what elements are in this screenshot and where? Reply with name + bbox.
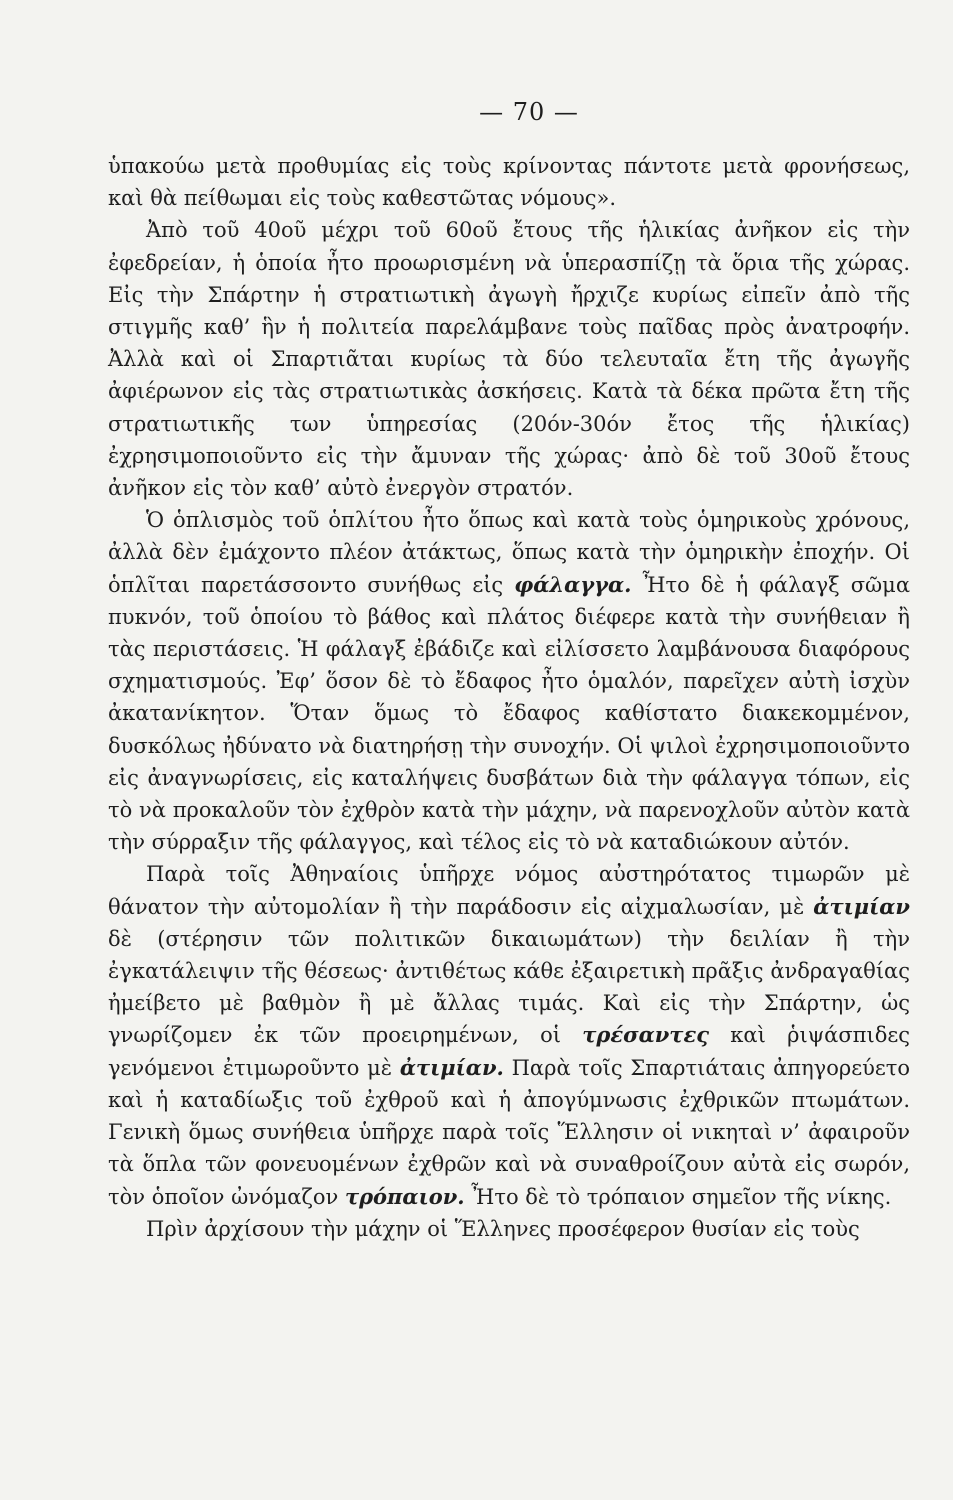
paragraph-phalanx [108,504,910,858]
text-span: δὲ (στέρησιν τῶν πολιτικῶν δικαιωμάτων) τὴν δειλίαν ἢ τὴν ἐγκατάλειψιν τῆς θέσεως· ἀντιθέτως κάθε ἐξαιρετικὴ πρᾶξις ἀνδραγαθίας ἠμείβετο μὲ βαθμὸν ἢ μὲ ἄλλας τιμάς. Καὶ εἰς τὴν Σπάρτην, ὡς γνωρίζομεν ἐκ τῶν προειρημένων, οἱ [108,926,910,1048]
paragraph-penalties [108,858,910,1212]
term-tresantes: τρέσαντες [582,1022,709,1048]
text-span: Ἦτο δὲ τὸ τρόπαιον σημεῖον τῆς νίκης. [464,1184,892,1209]
term-atimia-2: ἀτιμίαν. [399,1054,504,1080]
paragraph-oath-ending: ὑπακούω μετὰ προθυμίας εἰς τοὺς κρίνοντας πάντοτε μετὰ φρονήσεως, καὶ θὰ πείθωμαι εἰς τοὺς καθεστῶτας νόμους». [108,154,910,211]
term-phalanx: φάλαγγα. [514,571,632,597]
text-span: Παρὰ τοῖς Σπαρτιάταις ἀπηγορεύετο καὶ ἡ καταδίωξις τοῦ ἐχθροῦ καὶ ἡ ἀπογύμνωσις ἐχθρικῶν πτωμάτων. Γενικὴ ὅμως συνήθεια ὑπῆρχε παρὰ τοῖς Ἕλλησιν οἱ νικηταὶ ν’ ἀφαιροῦν τὰ ὅπλα τῶν φονευομένων ἐχθρῶν καὶ νὰ συναθροίζουν αὐτὰ εἰς σωρόν, τὸν ὁποῖον ὠνόμαζον [108,1055,910,1209]
text-span: Παρὰ τοῖς Ἀθηναίοις ὑπῆρχε νόμος αὐστηρότατος τιμωρῶν μὲ θάνατον τὴν αὐτομολίαν ἢ τὴν παράδοσιν εἰς αἰχμαλωσίαν, μὲ [108,862,910,919]
paragraph-military-service: Ἀπὸ τοῦ 40οῦ μέχρι τοῦ 60οῦ ἔτους τῆς ἡλικίας ἀνῆκον εἰς τὴν ἐφεδρείαν, ἡ ὁποία ἦτο προωρισμένη νὰ ὑπερασπίζῃ τὰ ὅρια τῆς χώρας. Εἰς τὴν Σπάρτην ἡ στρατιωτικὴ ἀγωγὴ ἤρχιζε κυρίως εἰπεῖν ἀπὸ τῆς στιγμῆς καθ’ ἣν ἡ πολιτεία παρελάμβανε τοὺς παῖδας πρὸς ἀνατροφήν. Ἀλλὰ καὶ οἱ Σπαρτιᾶται κυρίως τὰ δύο τελευταῖα ἔτη τῆς ἀγωγῆς ἀφιέρωνον εἰς τὰς στρατιωτικὰς ἀσκήσεις. Κατὰ τὰ δέκα πρῶτα ἔτη τῆς στρατιωτικῆς των ὑπηρεσίας (20όν-30όν ἔτος τῆς ἡλικίας) ἐχρησιμοποιοῦντο εἰς τὴν ἄμυναν τῆς χώρας· ἀπὸ δὲ τοῦ 30οῦ ἔτους ἀνῆκον εἰς τὸν καθ’ αὐτὸ ἐνεργὸν στρατόν. [108,218,910,501]
term-tropaion: τρόπαιον. [344,1183,465,1209]
text-span: καὶ ῥιψάσπιδες γενόμενοι ἐτιμωροῦντο μὲ [108,1023,910,1080]
term-atimia: ἀτιμίαν [813,893,910,919]
text-span: Ὁ ὁπλισμὸς τοῦ ὁπλίτου ἦτο ὅπως καὶ κατὰ τοὺς ὁμηρικοὺς χρόνους, ἀλλὰ δὲν ἐμάχοντο πλέον ἀτάκτως, ὅπως κατὰ τὴν ὁμηρικὴν ἐποχήν. Οἱ ὁπλῖται παρετάσσοντο συνήθως εἰς [108,508,910,597]
paragraph-sacrifice: Πρὶν ἀρχίσουν τὴν μάχην οἱ Ἕλληνες προσέφερον θυσίαν εἰς τοὺς [146,1216,860,1241]
page-number: — 70 — [479,98,579,126]
body-text [108,150,910,1245]
text-span: Ἦτο δὲ ἡ φάλαγξ σῶμα πυκνόν, τοῦ ὁποίου τὸ βάθος καὶ πλάτος διέφερε κατὰ τὴν συνήθειαν ἢ τὰς περιστάσεις. Ἡ φάλαγξ ἐβάδιζε καὶ εἰλίσσετο λαμβάνουσα διαφόρους σχηματισμούς. Ἐφ’ ὅσον δὲ τὸ ἔδαφος ἦτο ὁμαλόν, παρεῖχεν αὐτὴ ἰσχὺν ἀκατανίκητον. Ὅταν ὅμως τὸ ἔδαφος καθίστατο διακεκομμένον, δυσκόλως ἠδύνατο νὰ διατηρήσῃ τὴν συνοχήν. Οἱ ψιλοὶ ἐχρησιμοποιοῦντο εἰς ἀναγνωρίσεις, εἰς καταλήψεις δυσβάτων διὰ τὴν φάλαγγα τόπων, εἰς τὸ νὰ προκαλοῦν τὸν ἐχθρὸν κατὰ τὴν μάχην, νὰ παρενοχλοῦν αὐτὸν κατὰ τὴν σύρραξιν τῆς φάλαγγος, καὶ τέλος εἰς τὸ νὰ καταδιώκουν αὐτόν. [108,572,911,855]
